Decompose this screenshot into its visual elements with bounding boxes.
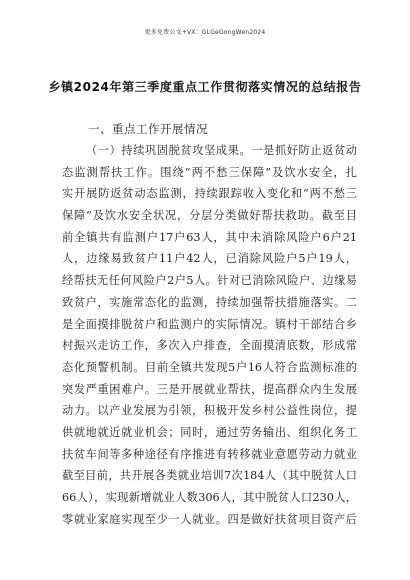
paragraph-line: 供就地就近就业机会；同时，通过劳务输出、组织化务工 bbox=[62, 425, 357, 439]
paragraph-line: 人，边缘易致贫户11户42人，已消除风险户5户19人， bbox=[62, 252, 357, 266]
paragraph-line: 截至目前，共开展各类就业培训7次184人（其中脱贫人口 bbox=[62, 469, 357, 483]
paragraph-line: 村振兴走访工作，多次入户排查，全面摸清底数，形成常 bbox=[62, 339, 357, 353]
paragraph-line: 扶贫车间等多种途径有序推进有转移就业意愿劳动力就业 bbox=[62, 447, 357, 461]
document-title: 乡镇2024年第三季度重点工作贯彻落实情况的总结报告 bbox=[48, 80, 362, 94]
paragraph-line: 是全面摸排脱贫户和监测户的实际情况。镇村干部结合乡 bbox=[62, 317, 357, 331]
paragraph-line: 致贫户，实施常态化的监测，持续加强帮扶措施落实。二 bbox=[62, 295, 357, 309]
paragraph-line: 经帮扶无任何风险户2户5人。针对已消除风险户、边缘易 bbox=[62, 274, 357, 288]
paragraph-line: （一）持续巩固脱贫攻坚成果。一是抓好防止返贫动 bbox=[86, 144, 357, 157]
section-heading: 一、重点工作开展情况 bbox=[88, 122, 208, 136]
paragraph-line: 态化预警机制。目前全镇共发现5户16人符合监测标准的 bbox=[62, 360, 357, 374]
paragraph-line: 态监测帮扶工作。围绕“两不愁三保障”及饮水安全，扎 bbox=[62, 165, 357, 179]
paragraph-line: 突发严重困难户。三是开展就业帮扶，提高群众内生发展 bbox=[62, 382, 357, 396]
body-text bbox=[62, 140, 357, 530]
paragraph-line: 保障”及饮水安全状况，分层分类做好帮扶救助。截至目 bbox=[62, 209, 357, 223]
header-note: 更多免费公文+VX：GLGeGongWen2024 bbox=[144, 29, 266, 36]
paragraph-line: 66人），实现新增就业人数306人，其中脱贫人口230人， bbox=[62, 491, 357, 504]
paragraph-line: 动力。以产业发展为引领，积极开发乡村公益性岗位，提 bbox=[62, 404, 357, 418]
paragraph-line: 零就业家庭实现至少一人就业。四是做好扶贫项目资产后 bbox=[62, 512, 357, 526]
paragraph-line: 前全镇共有监测户17户63人，其中未消除风险户6户21 bbox=[62, 230, 357, 244]
paragraph-line: 实开展防返贫动态监测，持续跟踪收入变化和“两不愁三 bbox=[62, 187, 357, 201]
